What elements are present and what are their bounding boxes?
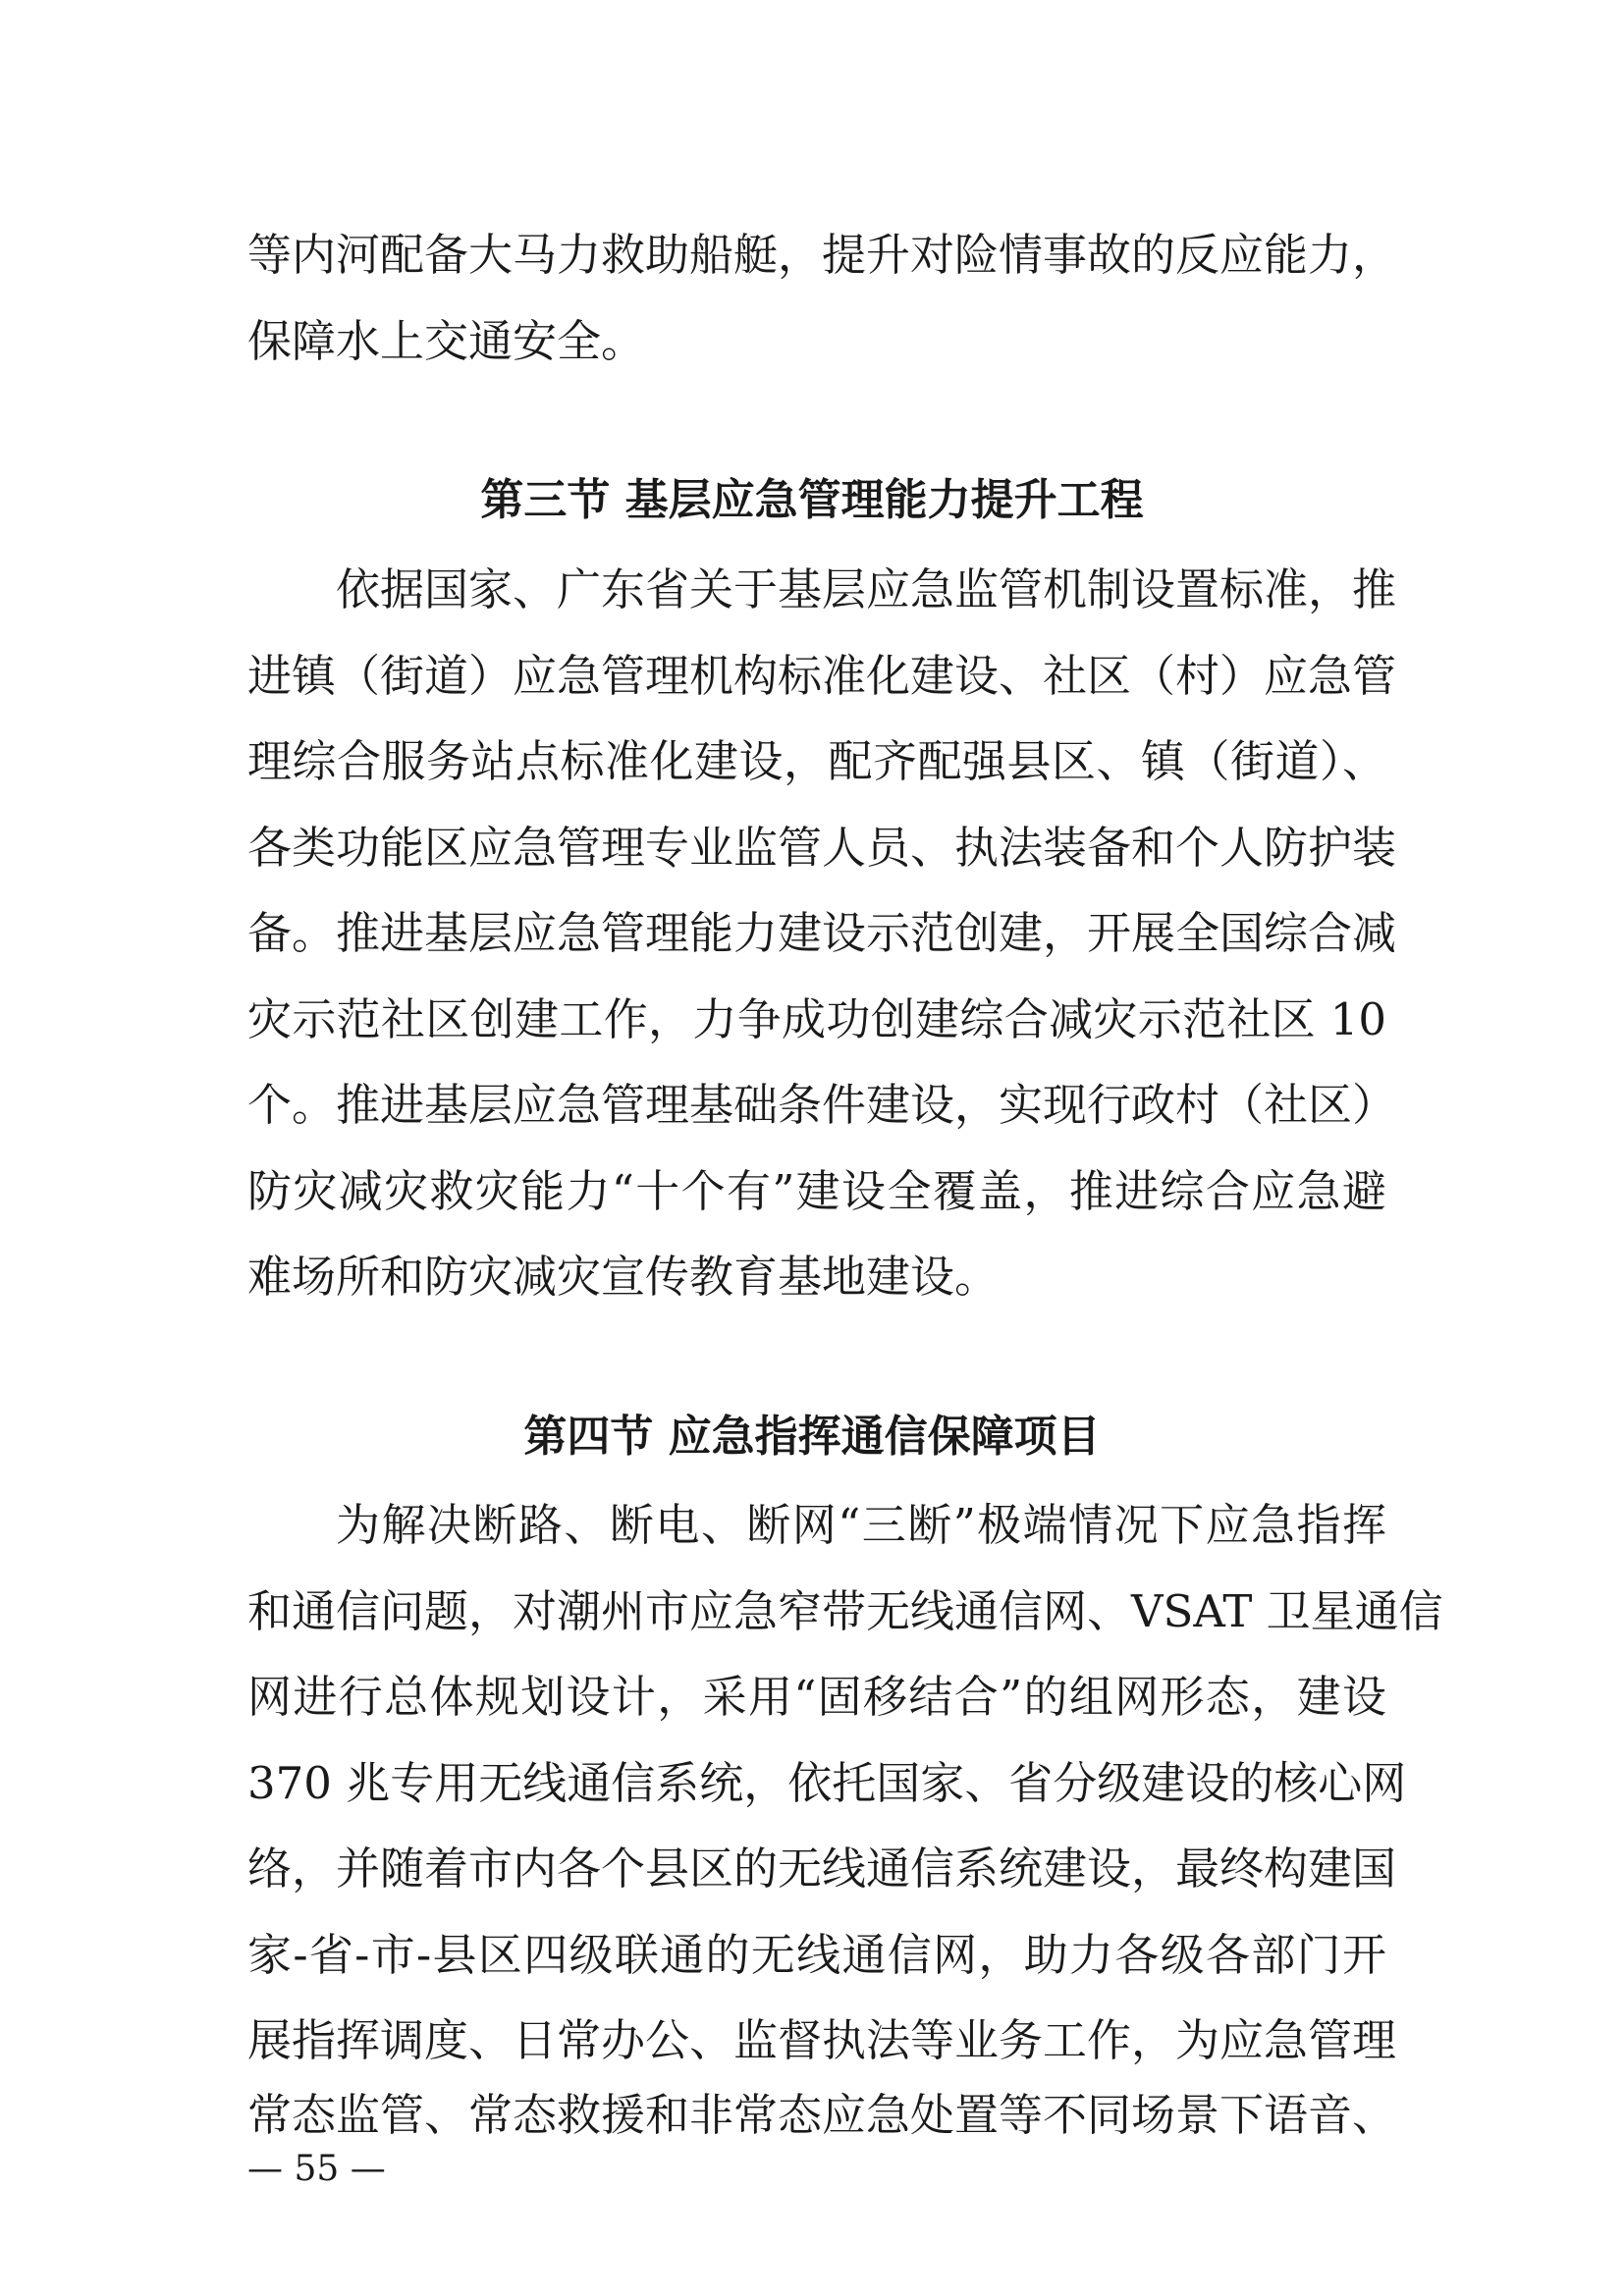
section-3-line-1: 依据国家、广东省关于基层应急监管机制设置标准，推: [336, 563, 1397, 615]
section-3-line-8: 防灾减灾救灾能力“十个有”建设全覆盖，推进综合应急避: [247, 1165, 1386, 1217]
section-3-line-6: 灾示范社区创建工作，力争成功创建综合减灾示范社区 10: [247, 993, 1386, 1045]
section-4-line-3: 网进行总体规划设计，采用“固移结合”的组网形态，建设: [247, 1671, 1386, 1723]
intro-line-2: 保障水上交通安全。: [247, 315, 646, 367]
page-number: — 55 —: [247, 2149, 386, 2189]
section-4-line-5: 络，并随着市内各个县区的无线通信系统建设，最终构建国: [247, 1842, 1397, 1895]
section-4-line-4: 370 兆专用无线通信系统，依托国家、省分级建设的核心网: [247, 1757, 1407, 1809]
intro-line-1: 等内河配备大马力救助船艇，提升对险情事故的反应能力，: [247, 229, 1397, 281]
section-4-line-2: 和通信问题，对潮州市应急窄带无线通信网、VSAT 卫星通信: [247, 1585, 1443, 1637]
section-4-heading: 第四节 应急指挥通信保障项目: [523, 1412, 1101, 1462]
section-4-line-8: 常态监管、常态救援和非常态应急处置等不同场景下语音、: [247, 2089, 1397, 2141]
section-3-heading: 第三节 基层应急管理能力提升工程: [480, 475, 1144, 525]
section-3-line-3: 理综合服务站点标准化建设，配齐配强县区、镇（街道）、: [247, 735, 1386, 787]
section-4-line-7: 展指挥调度、日常办公、监督执法等业务工作，为应急管理: [247, 2014, 1397, 2066]
section-3-line-5: 备。推进基层应急管理能力建设示范创建，开展全国综合减: [247, 907, 1397, 959]
section-3-line-7: 个。推进基层应急管理基础条件建设，实现行政村（社区）: [247, 1079, 1397, 1131]
section-4-line-6: 家-省-市-县区四级联通的无线通信网，助力各级各部门开: [247, 1929, 1386, 1981]
section-3-line-4: 各类功能区应急管理专业监管人员、执法装备和个人防护装: [247, 822, 1397, 874]
section-3-line-2: 进镇（街道）应急管理机构标准化建设、社区（村）应急管: [247, 650, 1397, 702]
section-4-line-1: 为解决断路、断电、断网“三断”极端情况下应急指挥: [336, 1499, 1386, 1551]
section-3-line-9: 难场所和防灾减灾宣传教育基地建设。: [247, 1251, 1000, 1303]
